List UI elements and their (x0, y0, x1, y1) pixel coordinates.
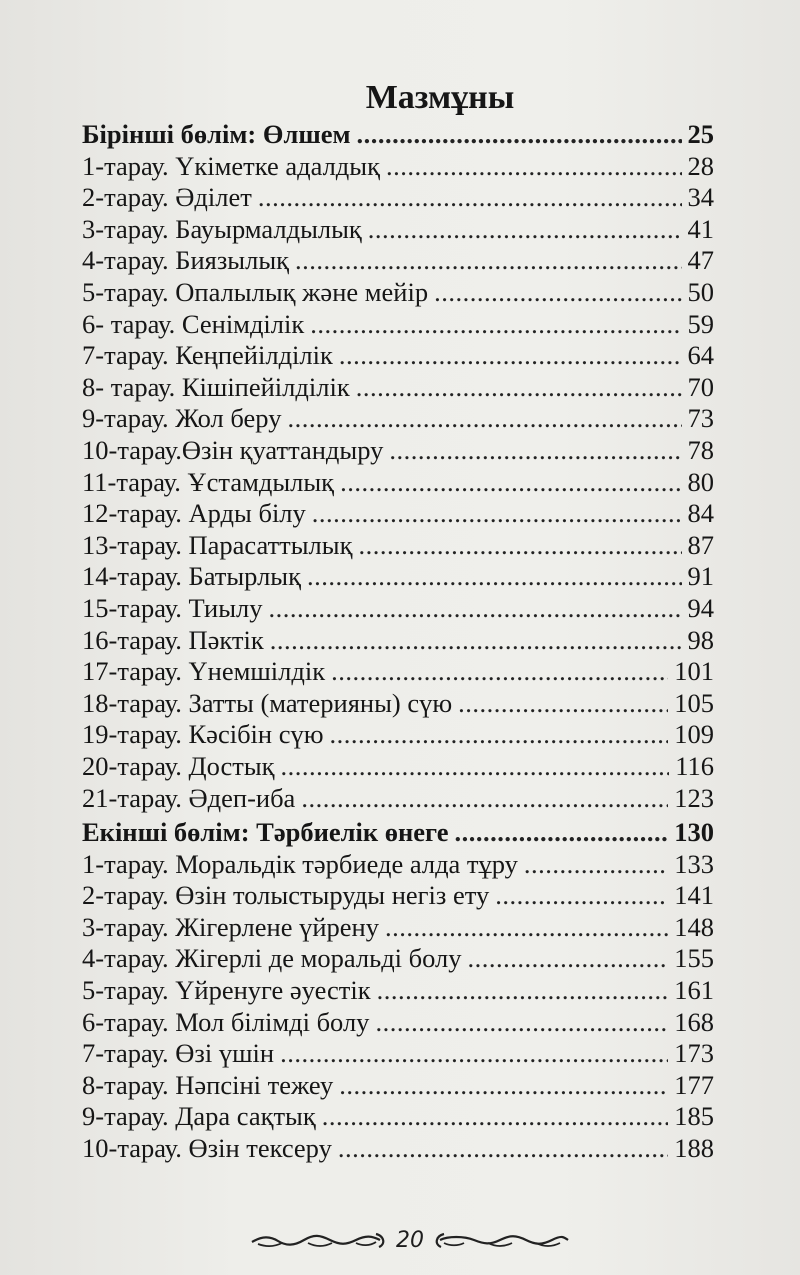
entry-page-number: 47 (687, 245, 714, 276)
chapter-entry (82, 434, 714, 466)
entry-label: 6- тарау. Сенімділік (82, 308, 305, 339)
chapter-entry (82, 497, 714, 529)
chapter-entry (82, 466, 714, 498)
chapter-entry (82, 181, 714, 213)
dot-leader (389, 434, 681, 466)
entry-page-number: 105 (674, 687, 714, 718)
entry-label: 3-тарау. Жігерлене үйрену (82, 911, 379, 942)
entry-label: 19-тарау. Кәсібін сүю (82, 719, 324, 750)
entry-label: 21-тарау. Әдеп-иба (82, 782, 296, 813)
chapter-entry (82, 655, 714, 687)
entry-page-number: 141 (674, 880, 714, 911)
entry-page-number: 133 (674, 848, 714, 879)
entry-label: 18-тарау. Затты (материяны) сүю (82, 687, 453, 718)
entry-label: 14-тарау. Батырлық (82, 561, 301, 592)
chapter-entry (82, 848, 714, 880)
entry-label: 3-тарау. Бауырмалдылық (82, 213, 362, 244)
chapter-entry (82, 308, 714, 340)
entry-label: 2-тарау. Өзін толыстыруды негіз ету (82, 880, 490, 911)
entry-page-number: 80 (687, 466, 714, 497)
chapter-entry (82, 624, 714, 656)
entry-label: 10-тарау.Өзін қуаттандыру (82, 435, 384, 465)
chapter-entry (82, 750, 714, 782)
entry-label: 16-тарау. Пәктік (82, 624, 264, 655)
dot-leader (454, 816, 668, 848)
right-ornament-icon (432, 1228, 572, 1252)
entry-label: 13-тарау. Парасаттылық (82, 529, 353, 560)
dot-leader (331, 655, 668, 687)
entry-page-number: 168 (674, 1006, 714, 1037)
dot-leader (356, 371, 682, 403)
chapter-entry (82, 1069, 714, 1101)
chapter-entry (82, 150, 714, 182)
dot-leader (280, 1037, 668, 1069)
entry-label: 8- тарау. Кішіпейілділік (82, 371, 350, 402)
dot-leader (339, 1069, 668, 1101)
entry-page-number: 84 (687, 498, 714, 529)
entry-label: 20-тарау. Достық (82, 751, 275, 781)
dot-leader (269, 592, 682, 624)
entry-label: 9-тарау. Жол беру (82, 403, 282, 434)
chapter-entry (82, 213, 714, 245)
chapter-entry (82, 911, 714, 943)
dot-leader (295, 244, 681, 276)
chapter-entry (82, 529, 714, 561)
dot-leader (524, 848, 668, 880)
chapter-entry (82, 339, 714, 371)
chapter-entry (82, 974, 714, 1006)
dot-leader (287, 402, 681, 434)
entry-label: 5-тарау. Опалылық және мейір (82, 277, 429, 307)
entry-label: 4-тарау. Жігерлі де моральді болу (82, 943, 462, 974)
dot-leader (258, 181, 682, 213)
entry-page-number: 73 (687, 403, 714, 434)
dot-leader (385, 911, 668, 943)
dot-leader (339, 339, 682, 371)
dot-leader (301, 782, 668, 814)
entry-page-number: 70 (687, 371, 714, 402)
entry-label: Бірінші бөлім: Өлшем (82, 119, 351, 149)
entry-page-number: 177 (674, 1069, 714, 1100)
entry-page-number: 148 (674, 911, 714, 942)
page-number: 20 (396, 1227, 424, 1253)
chapter-entry (82, 371, 714, 403)
entry-label: 4-тарау. Биязылық (82, 245, 290, 276)
dot-leader (495, 879, 668, 911)
chapter-entry (82, 879, 714, 911)
dot-leader (322, 1100, 669, 1132)
dot-leader (310, 308, 681, 340)
dot-leader (357, 118, 682, 150)
entry-page-number: 59 (687, 308, 714, 339)
entry-page-number: 130 (674, 817, 714, 847)
entry-label: 17-тарау. Үнемшілдік (82, 656, 326, 687)
entry-page-number: 64 (687, 340, 714, 371)
entry-page-number: 41 (687, 213, 714, 244)
chapter-entry (82, 1037, 714, 1069)
dot-leader (330, 718, 669, 750)
entry-page-number: 94 (687, 593, 714, 623)
chapter-entry (82, 1006, 714, 1038)
chapter-entry (82, 687, 714, 719)
dot-leader (468, 942, 669, 974)
dot-leader (377, 974, 669, 1006)
dot-leader (312, 497, 682, 529)
chapter-entry (82, 244, 714, 276)
dot-leader (368, 213, 682, 245)
entry-label: 7-тарау. Кеңпейілділік (82, 340, 333, 371)
dot-leader (358, 529, 681, 561)
entry-page-number: 109 (674, 719, 714, 750)
entry-page-number: 173 (674, 1038, 714, 1069)
entry-label: 11-тарау. Ұстамдылық (82, 466, 335, 497)
entry-label: Екінші бөлім: Тәрбиелік өнеге (82, 817, 449, 847)
dot-leader (340, 466, 681, 498)
dot-leader (338, 1132, 668, 1164)
entry-page-number: 155 (674, 943, 714, 974)
entry-page-number: 188 (674, 1133, 714, 1163)
entry-label: 5-тарау. Үйренуге әуестік (82, 975, 371, 1005)
dot-leader (434, 276, 681, 308)
entry-label: 8-тарау. Нәпсіні тежеу (82, 1069, 334, 1100)
left-ornament-icon (248, 1228, 388, 1252)
entry-label: 2-тарау. Әділет (82, 182, 252, 213)
dot-leader (386, 150, 682, 182)
entry-label: 1-тарау. Моральдік тәрбиеде алда тұру (82, 848, 518, 879)
chapter-entry (82, 592, 714, 624)
entry-label: 6-тарау. Мол білімді болу (82, 1006, 370, 1037)
section-heading (82, 118, 714, 150)
chapter-entry (82, 402, 714, 434)
entry-page-number: 87 (687, 529, 714, 560)
entry-page-number: 28 (687, 150, 714, 181)
chapter-entry (82, 718, 714, 750)
entry-label: 15-тарау. Тиылу (82, 593, 263, 623)
entry-label: 1-тарау. Үкіметке адалдық (82, 150, 380, 181)
chapter-entry (82, 276, 714, 308)
entry-page-number: 98 (687, 624, 714, 655)
section-heading (82, 816, 714, 848)
chapter-entry (82, 1100, 714, 1132)
dot-leader (281, 750, 670, 782)
entry-page-number: 34 (687, 182, 714, 213)
entry-page-number: 116 (675, 751, 714, 781)
entry-label: 9-тарау. Дара сақтық (82, 1101, 316, 1132)
chapter-entry (82, 782, 714, 814)
page-title: Мазмұны (365, 79, 515, 116)
entry-label: 10-тарау. Өзін тексеру (82, 1133, 332, 1163)
entry-page-number: 161 (674, 975, 714, 1005)
chapter-entry (82, 560, 714, 592)
entry-page-number: 78 (687, 435, 714, 465)
entry-page-number: 50 (687, 277, 714, 307)
dot-leader (270, 624, 682, 656)
page-footer (240, 1222, 580, 1258)
entry-page-number: 91 (687, 561, 714, 592)
entry-label: 7-тарау. Өзі үшін (82, 1038, 275, 1069)
dot-leader (375, 1006, 668, 1038)
entry-page-number: 185 (674, 1101, 714, 1132)
chapter-entry (82, 942, 714, 974)
entry-page-number: 101 (674, 656, 714, 687)
entry-label: 12-тарау. Арды білу (82, 498, 306, 529)
dot-leader (307, 560, 682, 592)
entry-page-number: 123 (674, 782, 714, 813)
dot-leader (458, 687, 668, 719)
chapter-entry (82, 1132, 714, 1164)
entry-page-number: 25 (687, 119, 714, 149)
